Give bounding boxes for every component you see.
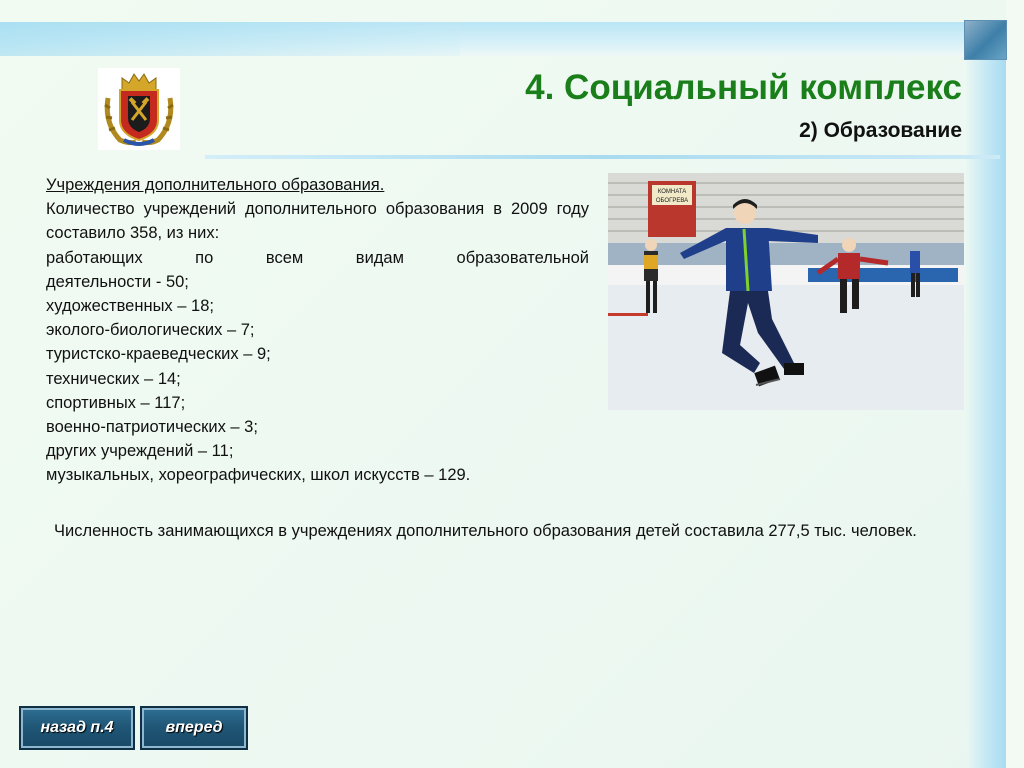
institutions-heading: Учреждения дополнительного образования. xyxy=(46,176,385,194)
list-item: туристско-краеведческих – 9; xyxy=(46,345,271,364)
forward-button[interactable]: вперед xyxy=(140,706,248,750)
back-button[interactable]: назад п.4 xyxy=(19,706,135,750)
list-item: технических – 14; xyxy=(46,369,181,388)
list-item: эколого-биологических – 7; xyxy=(46,321,255,340)
kemerovo-coat-of-arms-icon xyxy=(98,68,180,150)
skating-photo xyxy=(608,173,964,410)
photo-sign-line1: КОМНАТА xyxy=(657,189,687,195)
list-item: работающих по всем видам образовательной xyxy=(46,248,589,267)
list-item: военно-патриотических – 3; xyxy=(46,418,258,437)
institutions-text-block xyxy=(46,173,589,488)
top-decor-band xyxy=(0,22,1005,56)
photo-sign-line2: ОБОГРЕВА xyxy=(655,198,689,204)
right-decor-band xyxy=(966,22,1006,768)
list-item: спортивных – 117; xyxy=(46,393,186,412)
title-divider xyxy=(205,155,1000,159)
list-item: художественных – 18; xyxy=(46,297,214,316)
right-edge-strip xyxy=(1006,0,1024,768)
corner-decor-square xyxy=(964,20,1007,60)
list-item: деятельности - 50; xyxy=(46,272,189,291)
list-item: других учреждений – 11; xyxy=(46,442,234,461)
page-subtitle: 2) Образование xyxy=(799,119,962,142)
list-item: музыкальных, хореографических, школ искусств – 129. xyxy=(46,466,471,485)
page-title: 4. Социальный комплекс xyxy=(525,68,962,107)
institutions-intro: Количество учреждений дополнительного образования в 2009 году составило 358, из них: xyxy=(46,200,589,243)
summary-text: Численность занимающихся в учреждениях дополнительного образования детей составила 277,5 тыс. человек. xyxy=(54,522,917,540)
